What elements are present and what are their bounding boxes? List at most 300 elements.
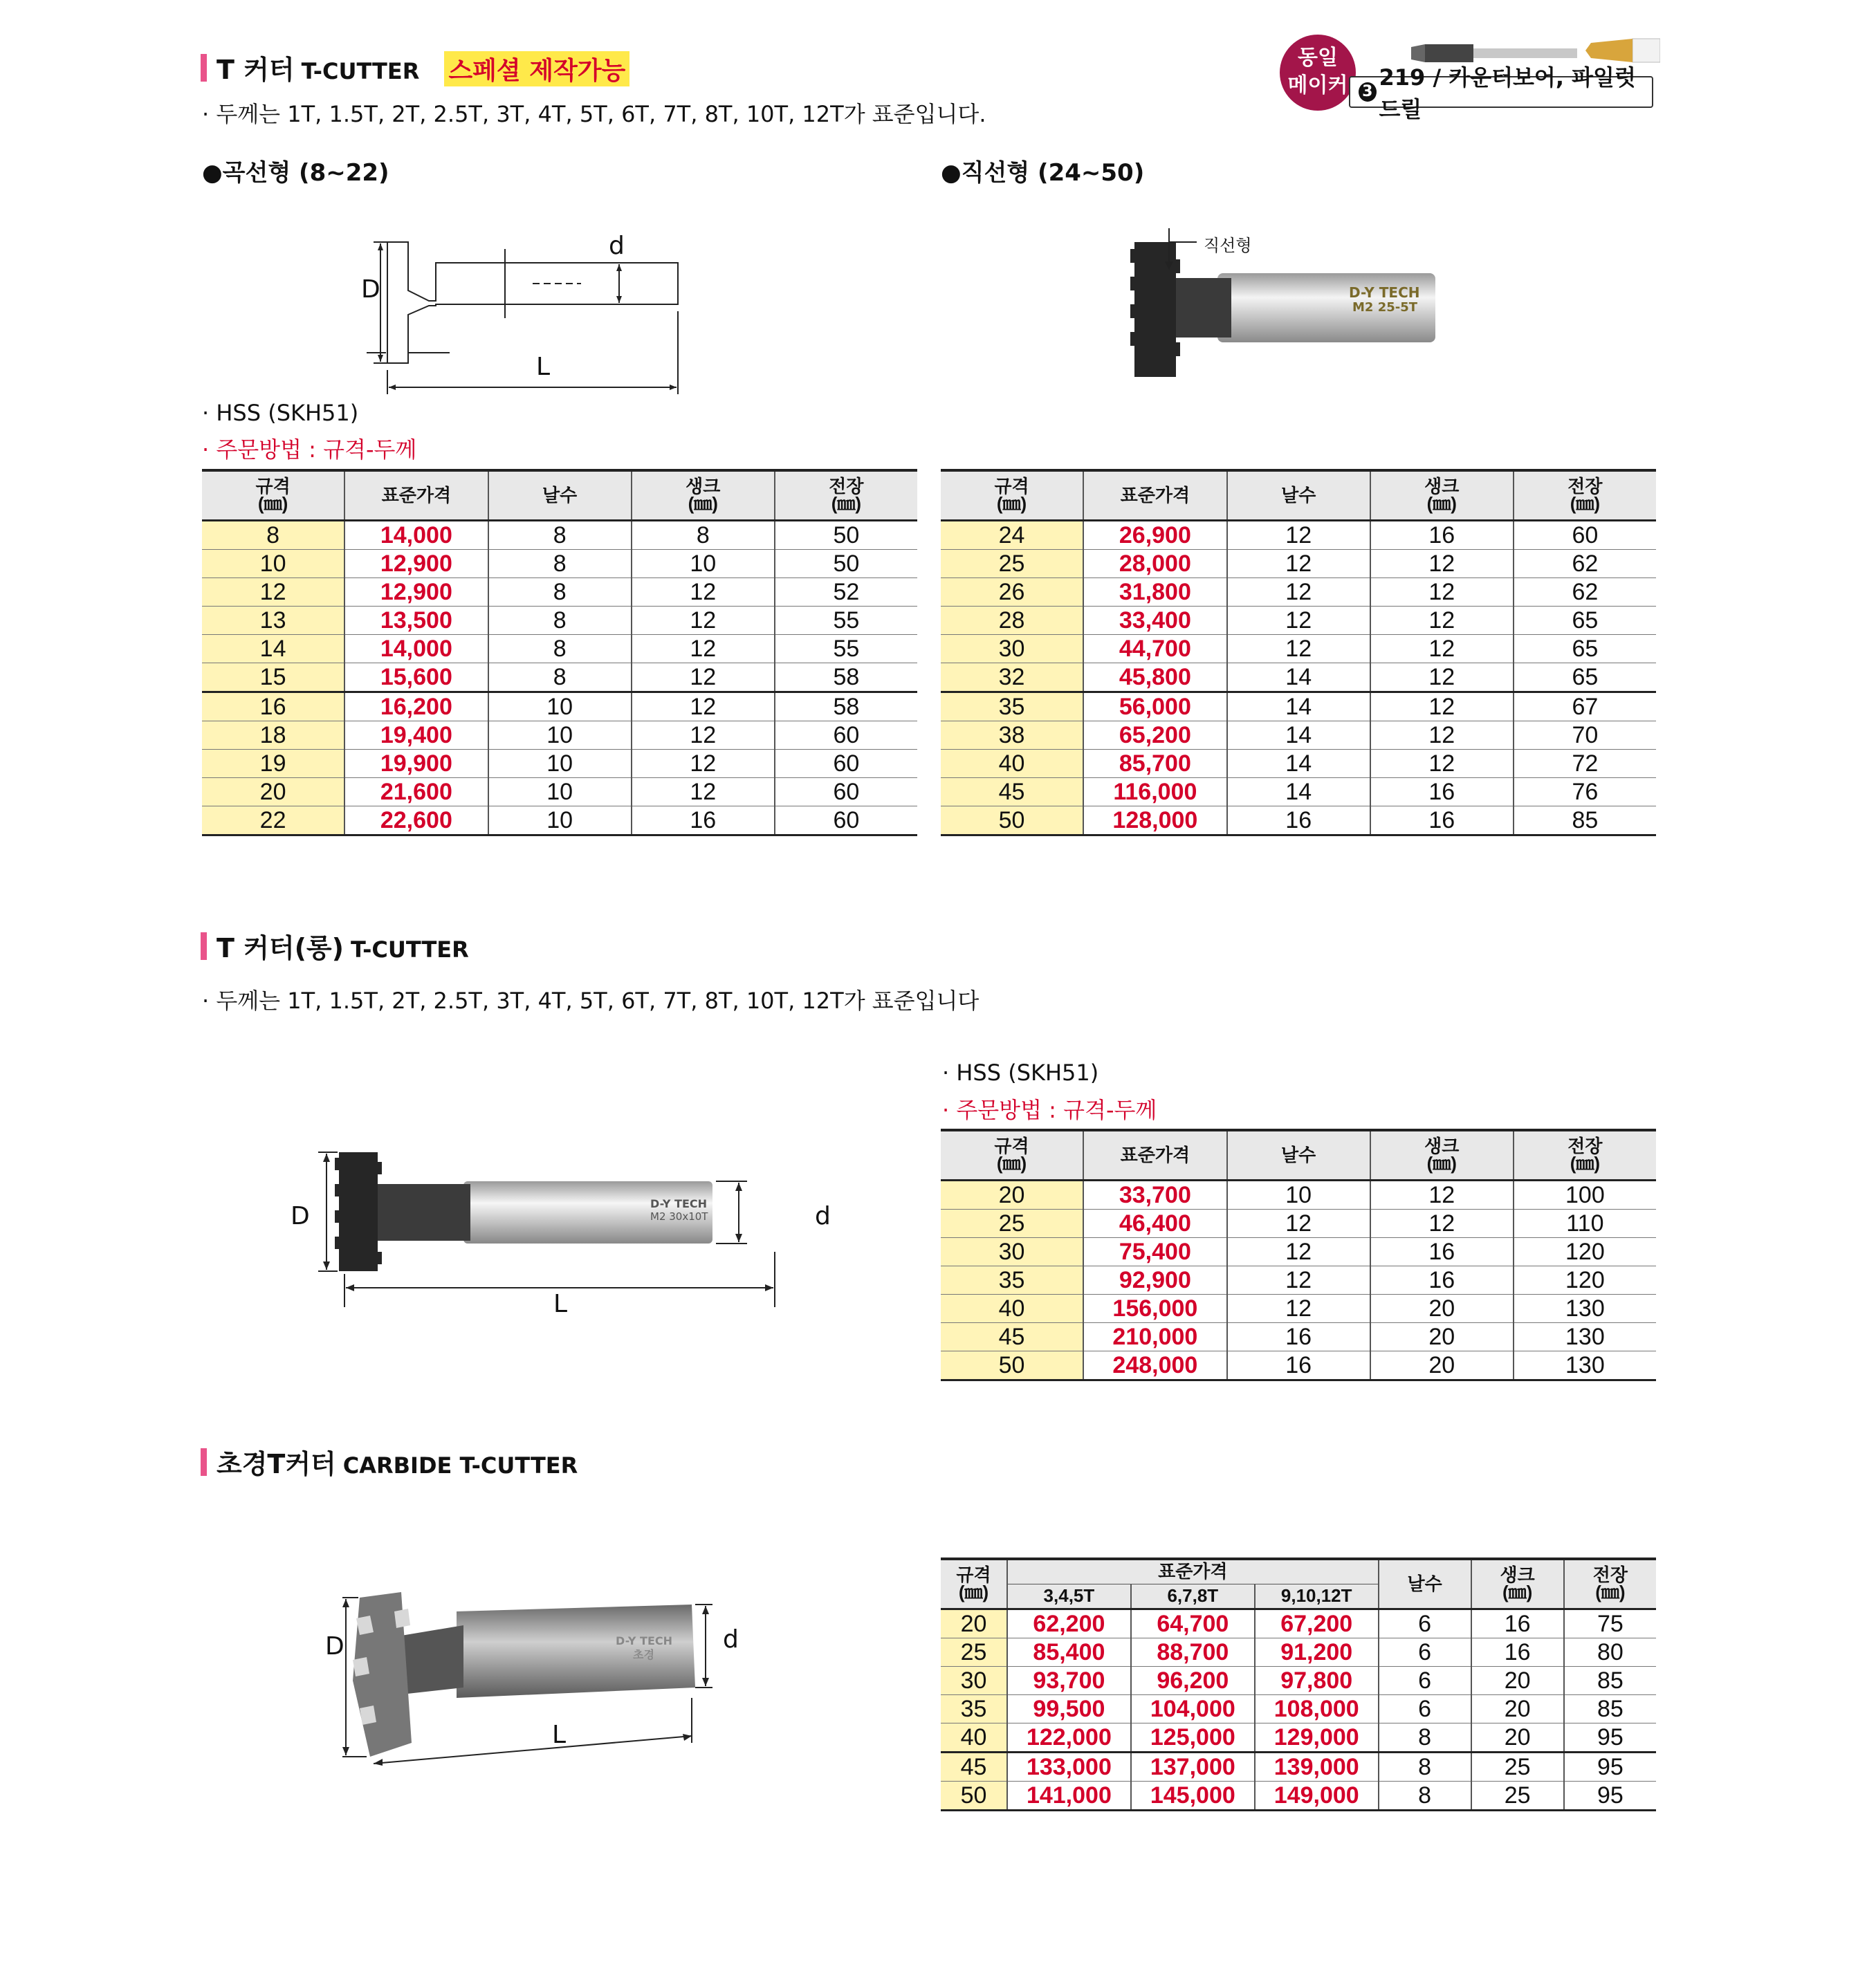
section1-thickness-note: · 두께는 1T, 1.5T, 2T, 2.5T, 3T, 4T, 5T, 6T, 7T, 8T, 10T, 12T가 표준입니다. bbox=[202, 101, 986, 127]
table-cell: 95 bbox=[1564, 1723, 1656, 1752]
table-cell: 44,700 bbox=[1083, 634, 1227, 663]
table-cell: 14 bbox=[1227, 663, 1370, 692]
table-cell: 12 bbox=[1227, 1294, 1370, 1322]
table-cell: 95 bbox=[1564, 1752, 1656, 1781]
table-cell: 50 bbox=[941, 806, 1083, 835]
th-teeth: 날수 bbox=[1227, 1130, 1370, 1180]
table-row bbox=[941, 549, 1656, 577]
table-cell: 20 bbox=[1370, 1351, 1514, 1380]
carbide-tool-brand: D-Y TECH bbox=[616, 1634, 672, 1647]
table-cell: 10 bbox=[488, 749, 632, 777]
section3-title bbox=[201, 1443, 578, 1481]
table-cell: 16 bbox=[1227, 1351, 1370, 1380]
section1-title bbox=[201, 48, 629, 86]
th-price-sub3: 9,10,12T bbox=[1255, 1584, 1379, 1609]
special-order-badge: 스페셜 제작가능 bbox=[444, 51, 629, 86]
table-cell: 20 bbox=[941, 1609, 1007, 1638]
section3-title-en: CARBIDE T-CUTTER bbox=[342, 1452, 578, 1479]
table-cell: 15,600 bbox=[344, 663, 488, 692]
table-cell: 45 bbox=[941, 1752, 1007, 1781]
table-cell: 24 bbox=[941, 520, 1083, 549]
th-price: 표준가격 bbox=[344, 470, 488, 520]
table-cell: 14 bbox=[1227, 777, 1370, 806]
table-cell: 85 bbox=[1564, 1694, 1656, 1723]
table-cell: 40 bbox=[941, 749, 1083, 777]
table-cell: 46,400 bbox=[1083, 1209, 1227, 1237]
carbide-tcutter-photo bbox=[318, 1584, 733, 1784]
th-size: 규격 (㎜) bbox=[202, 470, 344, 520]
section2-title bbox=[201, 927, 469, 965]
section-marker bbox=[201, 1448, 207, 1476]
th-price: 표준가격 bbox=[1083, 470, 1227, 520]
curved-dim-L: L bbox=[536, 353, 551, 381]
table-cell: 15 bbox=[202, 663, 344, 692]
table-cell: 12 bbox=[1370, 692, 1514, 721]
table-cell: 35 bbox=[941, 692, 1083, 721]
curved-tcutter-drawing bbox=[360, 228, 692, 408]
same-maker-ref bbox=[1349, 64, 1653, 122]
table-cell: 19 bbox=[202, 749, 344, 777]
section2-title-ko: T 커터(롱) bbox=[217, 933, 344, 963]
table-cell: 65 bbox=[1514, 634, 1656, 663]
table-cell: 12 bbox=[1227, 1266, 1370, 1294]
section2-thickness-note: · 두께는 1T, 1.5T, 2T, 2.5T, 3T, 4T, 5T, 6T, 7T, 8T, 10T, 12T가 표준입니다 bbox=[202, 988, 980, 1014]
table-cell: 99,500 bbox=[1007, 1694, 1131, 1723]
table-cell: 12 bbox=[1370, 606, 1514, 634]
section1-material: · HSS (SKH51) bbox=[202, 400, 359, 426]
table-cell: 85,400 bbox=[1007, 1638, 1131, 1666]
table-cell: 65 bbox=[1514, 606, 1656, 634]
th-shank: 생크 (㎜) bbox=[1370, 470, 1514, 520]
table-cell: 35 bbox=[941, 1694, 1007, 1723]
table-cell: 125,000 bbox=[1131, 1723, 1255, 1752]
table-cell: 16 bbox=[1370, 1237, 1514, 1266]
table-cell: 19,900 bbox=[344, 749, 488, 777]
table-cell: 12 bbox=[1227, 577, 1370, 606]
table-cell: 139,000 bbox=[1255, 1752, 1379, 1781]
table-cell: 110 bbox=[1514, 1209, 1656, 1237]
table-cell: 12 bbox=[632, 606, 775, 634]
straight-tcutter-photo bbox=[1121, 228, 1453, 380]
table-cell: 20 bbox=[1370, 1322, 1514, 1351]
th-length: 전장 (㎜) bbox=[1564, 1559, 1656, 1609]
table-cell: 16 bbox=[1471, 1638, 1564, 1666]
table-curved-body bbox=[202, 520, 917, 835]
table-cell: 16 bbox=[632, 806, 775, 835]
table-cell: 12 bbox=[1370, 663, 1514, 692]
table-cell: 14 bbox=[1227, 692, 1370, 721]
table-cell: 25 bbox=[941, 549, 1083, 577]
table-cell: 12 bbox=[632, 777, 775, 806]
table-cell: 14,000 bbox=[344, 634, 488, 663]
carbide-tool-marking: 초경 bbox=[633, 1648, 654, 1661]
table-cell: 25 bbox=[941, 1638, 1007, 1666]
table-cell: 25 bbox=[1471, 1781, 1564, 1810]
table-cell: 16 bbox=[1227, 806, 1370, 835]
table-cell: 12 bbox=[1370, 577, 1514, 606]
table-cell: 149,000 bbox=[1255, 1781, 1379, 1810]
table-cell: 55 bbox=[775, 634, 917, 663]
table-cell: 80 bbox=[1564, 1638, 1656, 1666]
table-cell: 12 bbox=[632, 749, 775, 777]
table-cell: 65 bbox=[1514, 663, 1656, 692]
table-cell: 116,000 bbox=[1083, 777, 1227, 806]
ref-number-circle: 3 bbox=[1359, 82, 1377, 102]
curved-dim-d: d bbox=[609, 232, 625, 260]
section3-title-ko: 초경T커터 bbox=[217, 1449, 336, 1479]
table-cell: 38 bbox=[941, 721, 1083, 749]
table-cell: 60 bbox=[1514, 520, 1656, 549]
table-cell: 14,000 bbox=[344, 520, 488, 549]
table-cell: 62 bbox=[1514, 549, 1656, 577]
table-cell: 25 bbox=[941, 1209, 1083, 1237]
straight-type-title: ●직선형 (24~50) bbox=[941, 159, 1145, 187]
table-cell: 130 bbox=[1514, 1322, 1656, 1351]
table-cell: 6 bbox=[1379, 1609, 1471, 1638]
table-cell: 62 bbox=[1514, 577, 1656, 606]
table-row bbox=[941, 1209, 1656, 1237]
th-shank: 생크 (㎜) bbox=[632, 470, 775, 520]
th-price-sub1: 3,4,5T bbox=[1007, 1584, 1131, 1609]
table-cell: 8 bbox=[202, 520, 344, 549]
section1-title-ko: T 커터 bbox=[217, 55, 295, 85]
carbide-dim-L: L bbox=[552, 1721, 567, 1749]
table-cell: 64,700 bbox=[1131, 1609, 1255, 1638]
table-cell: 88,700 bbox=[1131, 1638, 1255, 1666]
table-cell: 22,600 bbox=[344, 806, 488, 835]
table-cell: 75,400 bbox=[1083, 1237, 1227, 1266]
th-price-sub2: 6,7,8T bbox=[1131, 1584, 1255, 1609]
table-cell: 40 bbox=[941, 1723, 1007, 1752]
table-cell: 32 bbox=[941, 663, 1083, 692]
table-cell: 10 bbox=[632, 549, 775, 577]
table-row bbox=[941, 721, 1656, 749]
table-cell: 8 bbox=[488, 634, 632, 663]
table-cell: 28,000 bbox=[1083, 549, 1227, 577]
section2-order-method: · 주문방법 : 규격-두께 bbox=[942, 1097, 1157, 1123]
table-cell: 62,200 bbox=[1007, 1609, 1131, 1638]
section1-order-method: · 주문방법 : 규격-두께 bbox=[202, 436, 417, 463]
section1-title-en: T-CUTTER bbox=[301, 58, 420, 84]
th-length: 전장 (㎜) bbox=[775, 470, 917, 520]
th-teeth: 날수 bbox=[1227, 470, 1370, 520]
table-cell: 12 bbox=[202, 577, 344, 606]
table-cell: 56,000 bbox=[1083, 692, 1227, 721]
table-cell: 67 bbox=[1514, 692, 1656, 721]
table-cell: 12 bbox=[1370, 749, 1514, 777]
table-cell: 12,900 bbox=[344, 549, 488, 577]
table-cell: 10 bbox=[488, 692, 632, 721]
table-cell: 156,000 bbox=[1083, 1294, 1227, 1322]
table-cell: 12 bbox=[1227, 1209, 1370, 1237]
table-row bbox=[941, 1351, 1656, 1380]
table-cell: 122,000 bbox=[1007, 1723, 1131, 1752]
section-marker bbox=[201, 932, 207, 960]
th-price: 표준가격 bbox=[1007, 1559, 1379, 1584]
th-price: 표준가격 bbox=[1083, 1130, 1227, 1180]
table-row bbox=[202, 749, 917, 777]
table-cell: 75 bbox=[1564, 1609, 1656, 1638]
table-cell: 10 bbox=[488, 721, 632, 749]
table-cell: 20 bbox=[1370, 1294, 1514, 1322]
th-teeth: 날수 bbox=[488, 470, 632, 520]
table-long-body bbox=[941, 1180, 1656, 1380]
table-cell: 50 bbox=[941, 1351, 1083, 1380]
table-cell: 45 bbox=[941, 777, 1083, 806]
table-cell: 14 bbox=[202, 634, 344, 663]
table-cell: 12 bbox=[1370, 721, 1514, 749]
table-row bbox=[941, 1781, 1656, 1810]
table-cell: 55 bbox=[775, 606, 917, 634]
table-cell: 8 bbox=[1379, 1752, 1471, 1781]
table-row bbox=[202, 806, 917, 835]
table-cell: 8 bbox=[1379, 1723, 1471, 1752]
table-cell: 50 bbox=[941, 1781, 1007, 1810]
table-cell: 12 bbox=[1370, 1209, 1514, 1237]
table-cell: 133,000 bbox=[1007, 1752, 1131, 1781]
section2-title-en: T-CUTTER bbox=[351, 936, 469, 963]
table-cell: 20 bbox=[202, 777, 344, 806]
table-cell: 12 bbox=[1227, 549, 1370, 577]
table-cell: 85 bbox=[1514, 806, 1656, 835]
curved-dim-D: D bbox=[361, 275, 380, 304]
table-cell: 16 bbox=[1471, 1609, 1564, 1638]
table-cell: 60 bbox=[775, 806, 917, 835]
table-cell: 30 bbox=[941, 1237, 1083, 1266]
table-cell: 13 bbox=[202, 606, 344, 634]
table-cell: 26 bbox=[941, 577, 1083, 606]
table-row bbox=[202, 777, 917, 806]
table-cell: 31,800 bbox=[1083, 577, 1227, 606]
table-cell: 145,000 bbox=[1131, 1781, 1255, 1810]
table-cell: 16 bbox=[1370, 777, 1514, 806]
same-maker-badge bbox=[1280, 35, 1356, 111]
table-cell: 30 bbox=[941, 634, 1083, 663]
straight-callout: 직선형 bbox=[1204, 236, 1252, 255]
table-cell: 12 bbox=[1370, 1180, 1514, 1209]
table-cell: 8 bbox=[488, 663, 632, 692]
table-cell: 25 bbox=[1471, 1752, 1564, 1781]
table-cell: 72 bbox=[1514, 749, 1656, 777]
table-cell: 20 bbox=[1471, 1694, 1564, 1723]
table-cell: 137,000 bbox=[1131, 1752, 1255, 1781]
table-row bbox=[202, 606, 917, 634]
table-row bbox=[941, 1609, 1656, 1638]
table-cell: 20 bbox=[1471, 1666, 1564, 1694]
table-straight bbox=[941, 469, 1656, 836]
th-shank: 생크 (㎜) bbox=[1370, 1130, 1514, 1180]
table-cell: 18 bbox=[202, 721, 344, 749]
table-cell: 58 bbox=[775, 692, 917, 721]
carbide-dim-D: D bbox=[325, 1632, 344, 1661]
table-cell: 92,900 bbox=[1083, 1266, 1227, 1294]
table-cell: 12 bbox=[1227, 634, 1370, 663]
table-cell: 45 bbox=[941, 1322, 1083, 1351]
table-cell: 28 bbox=[941, 606, 1083, 634]
table-row bbox=[202, 721, 917, 749]
table-row bbox=[941, 692, 1656, 721]
table-row bbox=[941, 777, 1656, 806]
long-dim-D: D bbox=[291, 1202, 310, 1230]
table-cell: 16 bbox=[1227, 1322, 1370, 1351]
table-row bbox=[941, 1752, 1656, 1781]
th-length: 전장 (㎜) bbox=[1514, 1130, 1656, 1180]
table-cell: 10 bbox=[202, 549, 344, 577]
table-cell: 6 bbox=[1379, 1694, 1471, 1723]
table-cell: 85,700 bbox=[1083, 749, 1227, 777]
badge-line2: 메이커 bbox=[1287, 73, 1348, 98]
table-row bbox=[202, 663, 917, 692]
curved-type-title: ●곡선형 (8~22) bbox=[202, 159, 389, 187]
table-cell: 76 bbox=[1514, 777, 1656, 806]
table-cell: 129,000 bbox=[1255, 1723, 1379, 1752]
table-row bbox=[941, 663, 1656, 692]
th-shank: 생크 (㎜) bbox=[1471, 1559, 1564, 1609]
table-cell: 141,000 bbox=[1007, 1781, 1131, 1810]
table-row bbox=[202, 549, 917, 577]
th-length: 전장 (㎜) bbox=[1514, 470, 1656, 520]
table-cell: 21,600 bbox=[344, 777, 488, 806]
th-size: 규격 (㎜) bbox=[941, 1130, 1083, 1180]
table-cell: 16 bbox=[1370, 806, 1514, 835]
table-row bbox=[941, 1180, 1656, 1209]
table-row bbox=[941, 1723, 1656, 1752]
table-cell: 20 bbox=[1471, 1723, 1564, 1752]
table-cell: 8 bbox=[488, 549, 632, 577]
long-tool-marking: M2 30x10T bbox=[650, 1210, 708, 1223]
table-cell: 60 bbox=[775, 721, 917, 749]
table-cell: 16 bbox=[202, 692, 344, 721]
table-curved bbox=[202, 469, 917, 836]
table-cell: 12 bbox=[1227, 1237, 1370, 1266]
th-teeth: 날수 bbox=[1379, 1559, 1471, 1609]
table-cell: 30 bbox=[941, 1666, 1007, 1694]
table-cell: 33,400 bbox=[1083, 606, 1227, 634]
table-cell: 65,200 bbox=[1083, 721, 1227, 749]
table-row bbox=[941, 1237, 1656, 1266]
table-row bbox=[941, 577, 1656, 606]
table-row bbox=[202, 634, 917, 663]
table-cell: 70 bbox=[1514, 721, 1656, 749]
long-tool-brand: D-Y TECH bbox=[650, 1197, 707, 1210]
table-cell: 58 bbox=[775, 663, 917, 692]
table-cell: 16 bbox=[1370, 520, 1514, 549]
table-cell: 50 bbox=[775, 520, 917, 549]
table-cell: 12 bbox=[632, 634, 775, 663]
table-cell: 12 bbox=[1227, 606, 1370, 634]
table-cell: 33,700 bbox=[1083, 1180, 1227, 1209]
carbide-dim-d: d bbox=[723, 1625, 739, 1654]
th-size: 규격 (㎜) bbox=[941, 470, 1083, 520]
counterbore-drill-images bbox=[1383, 35, 1660, 76]
table-cell: 95 bbox=[1564, 1781, 1656, 1810]
table-cell: 13,500 bbox=[344, 606, 488, 634]
straight-tool-brand: D-Y TECH bbox=[1349, 284, 1420, 301]
table-cell: 248,000 bbox=[1083, 1351, 1227, 1380]
table-cell: 130 bbox=[1514, 1294, 1656, 1322]
table-cell: 12 bbox=[1370, 549, 1514, 577]
table-long bbox=[941, 1129, 1656, 1381]
table-cell: 52 bbox=[775, 577, 917, 606]
table-row bbox=[941, 1638, 1656, 1666]
table-cell: 12,900 bbox=[344, 577, 488, 606]
table-cell: 128,000 bbox=[1083, 806, 1227, 835]
table-cell: 40 bbox=[941, 1294, 1083, 1322]
table-cell: 96,200 bbox=[1131, 1666, 1255, 1694]
table-cell: 20 bbox=[941, 1180, 1083, 1209]
section-marker bbox=[201, 54, 207, 82]
table-cell: 60 bbox=[775, 777, 917, 806]
table-cell: 8 bbox=[488, 606, 632, 634]
table-cell: 8 bbox=[1379, 1781, 1471, 1810]
table-row bbox=[202, 692, 917, 721]
same-maker-ref-text: 219 / 카운터보어, 파일럿드릴 bbox=[1379, 64, 1636, 122]
table-cell: 8 bbox=[488, 577, 632, 606]
table-cell: 19,400 bbox=[344, 721, 488, 749]
table-cell: 108,000 bbox=[1255, 1694, 1379, 1723]
section2-material: · HSS (SKH51) bbox=[942, 1060, 1099, 1086]
table-straight-body bbox=[941, 520, 1656, 835]
table-row bbox=[202, 520, 917, 549]
table-cell: 210,000 bbox=[1083, 1322, 1227, 1351]
table-cell: 14 bbox=[1227, 749, 1370, 777]
table-cell: 16 bbox=[1370, 1266, 1514, 1294]
table-cell: 35 bbox=[941, 1266, 1083, 1294]
table-cell: 10 bbox=[488, 777, 632, 806]
table-cell: 60 bbox=[775, 749, 917, 777]
table-row bbox=[941, 1694, 1656, 1723]
straight-tool-marking: M2 25-5T bbox=[1352, 300, 1418, 315]
table-cell: 50 bbox=[775, 549, 917, 577]
table-cell: 130 bbox=[1514, 1351, 1656, 1380]
table-row bbox=[941, 634, 1656, 663]
table-row bbox=[941, 806, 1656, 835]
table-cell: 120 bbox=[1514, 1237, 1656, 1266]
table-cell: 8 bbox=[632, 520, 775, 549]
table-row bbox=[941, 749, 1656, 777]
table-cell: 6 bbox=[1379, 1638, 1471, 1666]
table-cell: 12 bbox=[632, 721, 775, 749]
table-cell: 12 bbox=[632, 692, 775, 721]
table-carbide-body bbox=[941, 1609, 1656, 1810]
same-maker-box[interactable] bbox=[1280, 35, 1660, 122]
table-cell: 12 bbox=[1370, 634, 1514, 663]
table-cell: 10 bbox=[488, 806, 632, 835]
long-dim-L: L bbox=[553, 1290, 568, 1318]
table-cell: 91,200 bbox=[1255, 1638, 1379, 1666]
table-cell: 12 bbox=[632, 577, 775, 606]
table-cell: 14 bbox=[1227, 721, 1370, 749]
table-row bbox=[202, 577, 917, 606]
badge-line1: 동일 bbox=[1298, 46, 1338, 70]
table-cell: 8 bbox=[488, 520, 632, 549]
table-cell: 6 bbox=[1379, 1666, 1471, 1694]
table-row bbox=[941, 1294, 1656, 1322]
table-cell: 93,700 bbox=[1007, 1666, 1131, 1694]
table-cell: 85 bbox=[1564, 1666, 1656, 1694]
table-cell: 104,000 bbox=[1131, 1694, 1255, 1723]
table-cell: 12 bbox=[1227, 520, 1370, 549]
table-cell: 16,200 bbox=[344, 692, 488, 721]
table-row bbox=[941, 1322, 1656, 1351]
table-cell: 100 bbox=[1514, 1180, 1656, 1209]
table-cell: 120 bbox=[1514, 1266, 1656, 1294]
table-row bbox=[941, 520, 1656, 549]
long-dim-d: d bbox=[815, 1202, 831, 1230]
table-cell: 12 bbox=[632, 663, 775, 692]
table-carbide bbox=[941, 1558, 1656, 1811]
th-size: 규격 (㎜) bbox=[941, 1559, 1007, 1609]
